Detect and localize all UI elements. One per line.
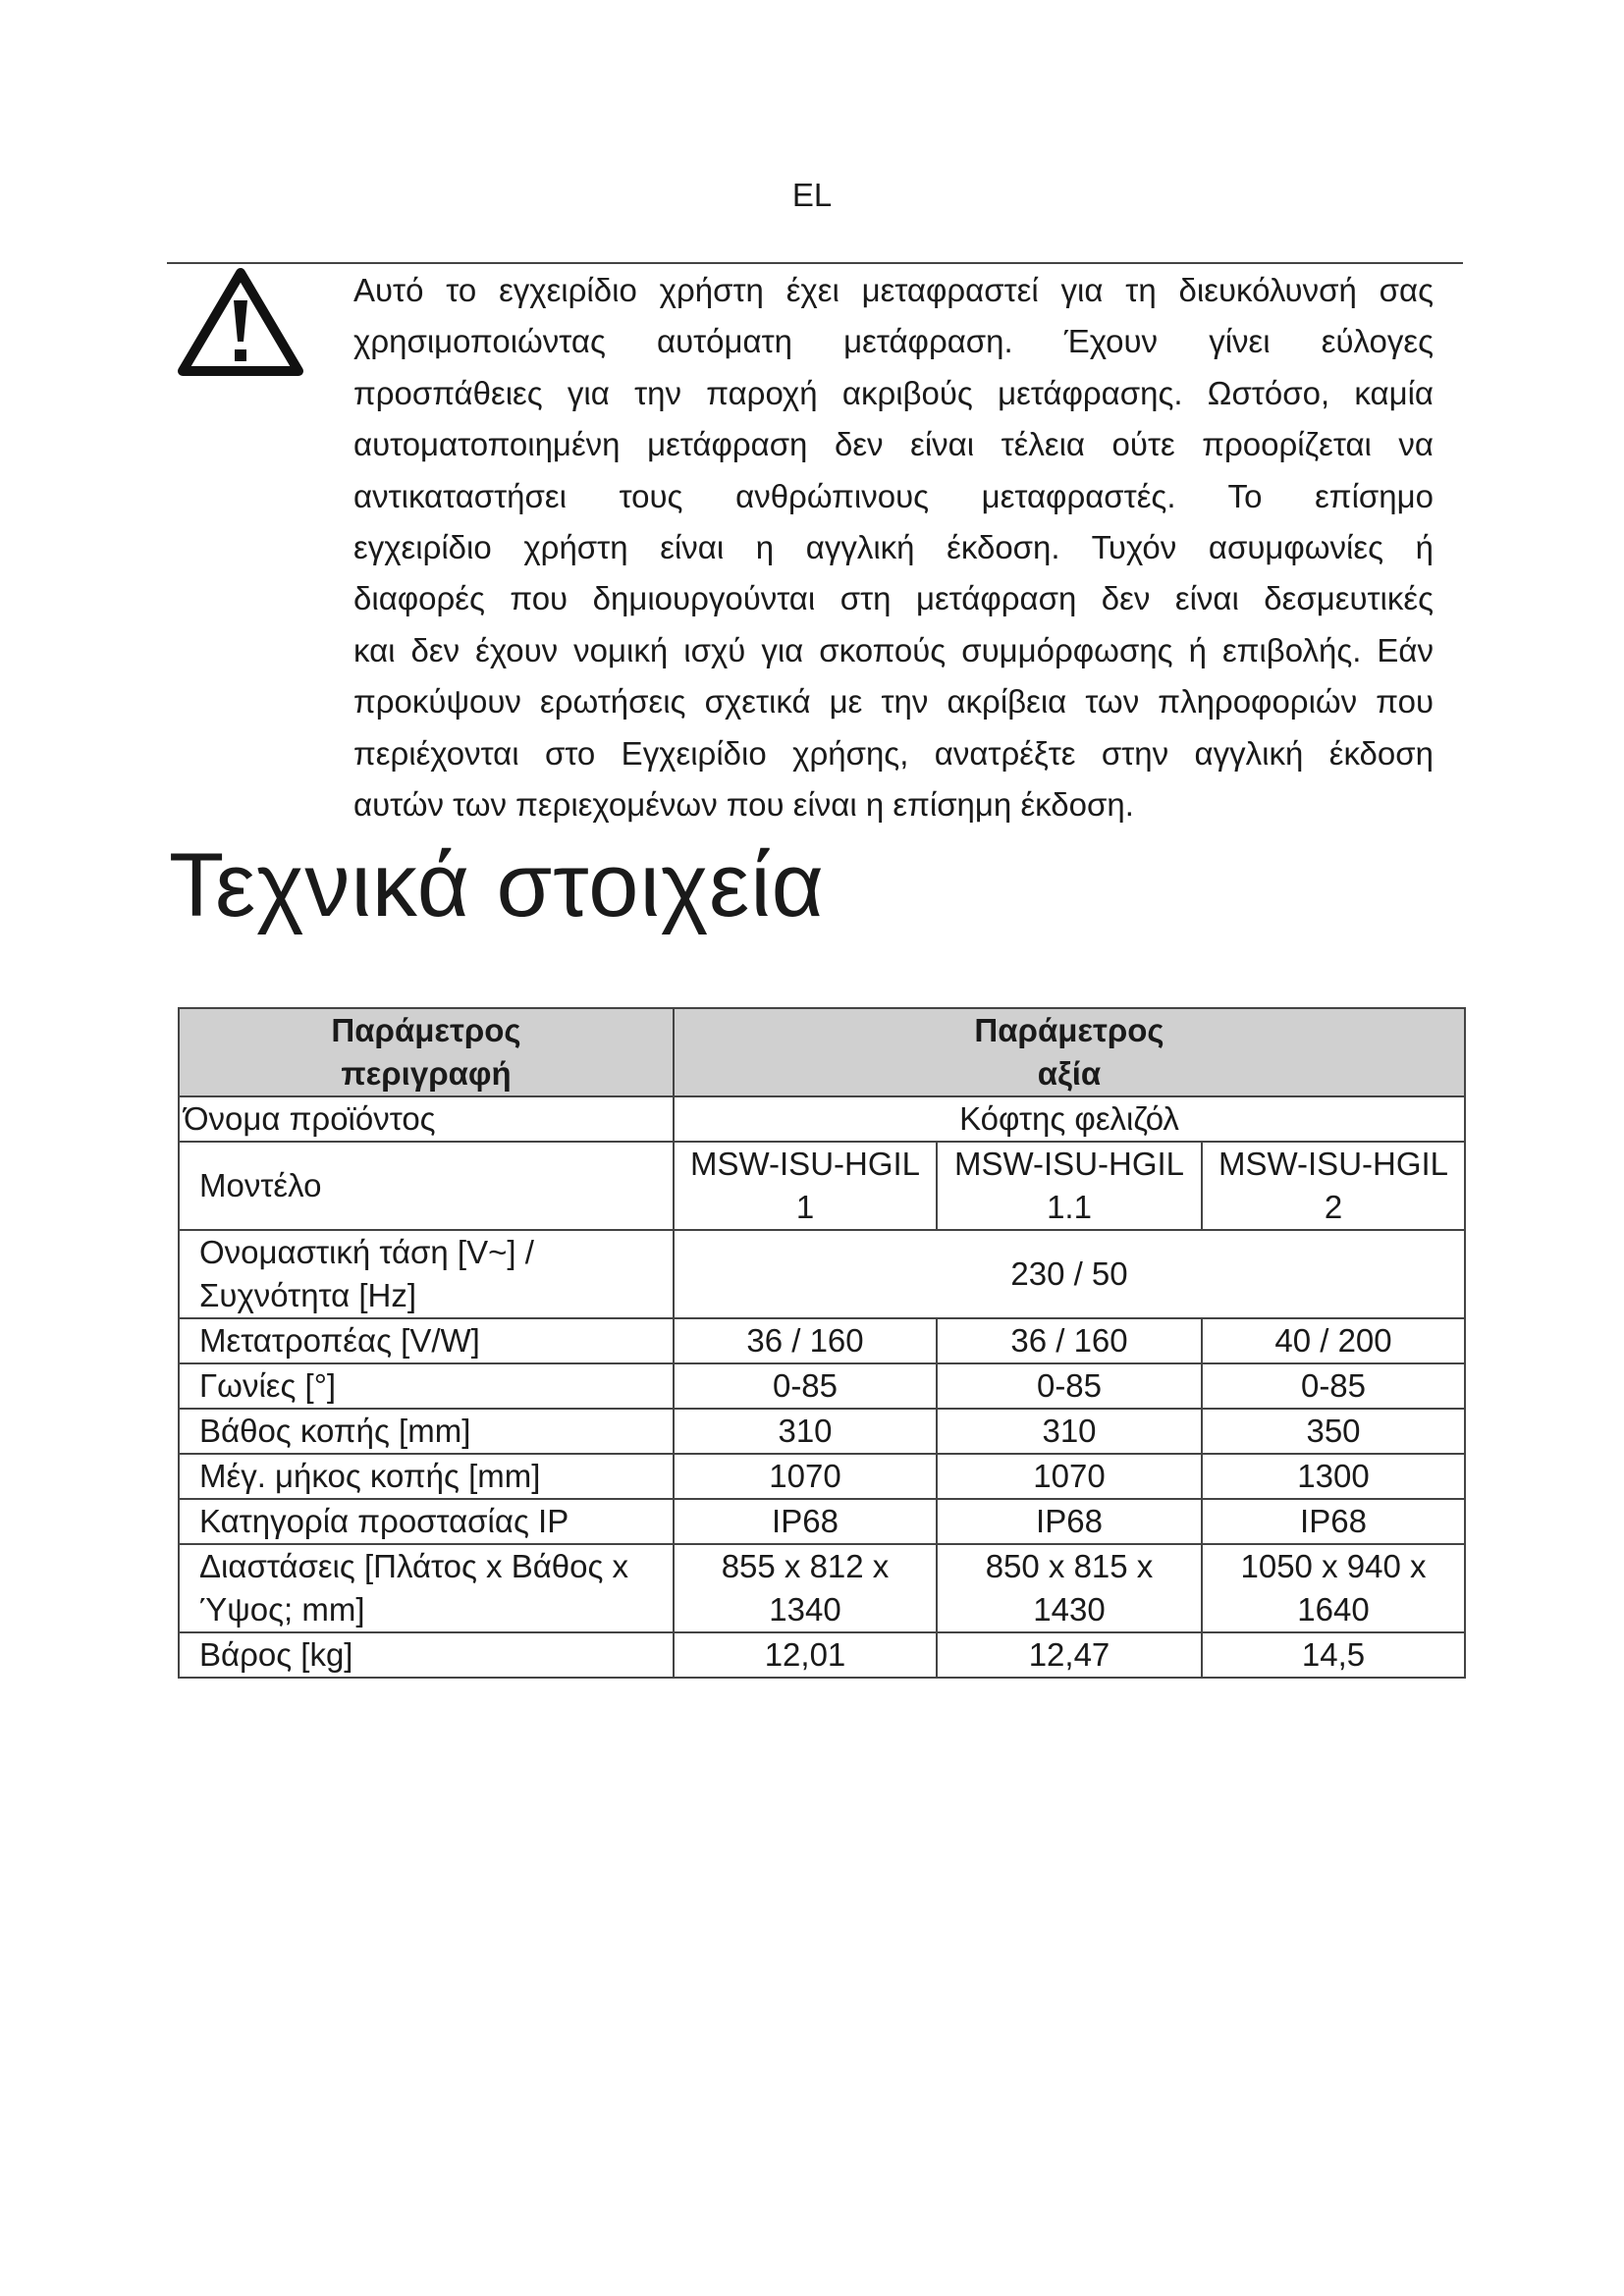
row-value	[937, 1142, 1202, 1230]
row-value: 1300	[1202, 1454, 1465, 1499]
row-value: 0-85	[1202, 1363, 1465, 1409]
row-value: 0-85	[674, 1363, 937, 1409]
row-label	[179, 1544, 674, 1632]
row-label: Κατηγορία προστασίας IP	[179, 1499, 674, 1544]
value-line: 1050 x 940 x	[1240, 1548, 1427, 1584]
label-line: Διαστάσεις [Πλάτος x Βάθος x	[199, 1548, 629, 1584]
table-row	[179, 1142, 1465, 1230]
header-text: Παράμετρος	[331, 1012, 521, 1048]
translation-disclaimer	[353, 265, 1434, 830]
label-line: Ονομαστική τάση [V~] /	[199, 1234, 534, 1270]
row-value: 1070	[674, 1454, 937, 1499]
table-row	[179, 1499, 1465, 1544]
header-parameter-value	[674, 1008, 1465, 1096]
row-label: Μέγ. μήκος κοπής [mm]	[179, 1454, 674, 1499]
disclaimer-line: και δεν έχουν νομική ισχύ για σκοπούς συμμόρφωσης ή επιβολής. Εάν	[353, 631, 1434, 668]
value-line: MSW-ISU-HGIL	[1218, 1146, 1449, 1182]
value-line: MSW-ISU-HGIL	[689, 1146, 921, 1182]
value-line: 1640	[1297, 1591, 1370, 1628]
table-row	[179, 1318, 1465, 1363]
value-line: 1430	[1033, 1591, 1106, 1628]
row-value: IP68	[1202, 1499, 1465, 1544]
table-row	[179, 1632, 1465, 1678]
row-value: 14,5	[1202, 1632, 1465, 1678]
disclaimer-line: Αυτό το εγχειρίδιο χρήστη έχει μεταφραστεί για τη διευκόλυνσή σας	[353, 272, 1434, 308]
row-value	[674, 1544, 937, 1632]
section-title: Τεχνικά στοιχεία	[169, 835, 825, 935]
row-label	[179, 1230, 674, 1318]
row-label: Βάρος [kg]	[179, 1632, 674, 1678]
value-line: 1340	[769, 1591, 841, 1628]
row-value: 230 / 50	[674, 1230, 1465, 1318]
row-value	[937, 1544, 1202, 1632]
header-text: αξία	[1037, 1055, 1102, 1092]
row-label: Μοντέλο	[179, 1142, 674, 1230]
row-value: 350	[1202, 1409, 1465, 1454]
disclaimer-line: διαφορές που δημιουργούνται στη μετάφραση δεν είναι δεσμευτικές	[353, 580, 1434, 617]
row-value: 1070	[937, 1454, 1202, 1499]
disclaimer-line: αντικαταστήσει τους ανθρώπινους μεταφραστές. Το επίσημο	[353, 477, 1434, 514]
row-value: 12,47	[937, 1632, 1202, 1678]
disclaimer-line: αυτοματοποιημένη μετάφραση δεν είναι τέλεια ούτε προορίζεται να	[353, 426, 1434, 463]
table-row	[179, 1409, 1465, 1454]
row-value	[1202, 1544, 1465, 1632]
row-label: Γωνίες [°]	[179, 1363, 674, 1409]
row-value: IP68	[937, 1499, 1202, 1544]
value-line: 855 x 812 x	[721, 1548, 890, 1584]
row-value: 310	[937, 1409, 1202, 1454]
table-row	[179, 1230, 1465, 1318]
row-value: 36 / 160	[674, 1318, 937, 1363]
row-label: Όνομα προϊόντος	[179, 1096, 674, 1142]
technical-data-table	[178, 1007, 1466, 1679]
disclaimer-line: προσπάθειες για την παροχή ακριβούς μετάφρασης. Ωστόσο, καμία	[353, 374, 1434, 411]
value-line: MSW-ISU-HGIL	[953, 1146, 1185, 1182]
header-text: Παράμετρος	[974, 1012, 1164, 1048]
value-line: 850 x 815 x	[985, 1548, 1154, 1584]
table-row	[179, 1096, 1465, 1142]
row-value: IP68	[674, 1499, 937, 1544]
label-line: Ύψος; mm]	[199, 1591, 365, 1628]
table-row	[179, 1363, 1465, 1409]
header-parameter-description	[179, 1008, 674, 1096]
header-text: περιγραφή	[341, 1055, 512, 1092]
disclaimer-line: χρησιμοποιώντας αυτόματη μετάφραση. Έχουν γίνει εύλογες	[353, 323, 1434, 360]
disclaimer-line: αυτών των περιεχομένων που είναι η επίσημη έκδοση.	[353, 786, 1134, 824]
table-row	[179, 1544, 1465, 1632]
value-line: 1.1	[1047, 1189, 1092, 1225]
row-value: 36 / 160	[937, 1318, 1202, 1363]
value-line: 2	[1324, 1189, 1343, 1225]
disclaimer-line: περιέχονται στο Εγχειρίδιο χρήσης, ανατρέξτε στην αγγλική έκδοση	[353, 734, 1434, 772]
row-value: 12,01	[674, 1632, 937, 1678]
row-value	[1202, 1142, 1465, 1230]
header-divider	[167, 262, 1463, 264]
value-line: 1	[795, 1189, 815, 1225]
row-value: Κόφτης φελιζόλ	[674, 1096, 1465, 1142]
warning-triangle-icon	[177, 267, 304, 377]
row-value	[674, 1142, 937, 1230]
language-code: EL	[791, 177, 833, 213]
label-line: Συχνότητα [Hz]	[199, 1277, 417, 1313]
row-label: Μετατροπέας [V/W]	[179, 1318, 674, 1363]
row-value: 40 / 200	[1202, 1318, 1465, 1363]
row-value: 0-85	[937, 1363, 1202, 1409]
row-value: 310	[674, 1409, 937, 1454]
disclaimer-line: προκύψουν ερωτήσεις σχετικά με την ακρίβεια των πληροφοριών που	[353, 683, 1434, 721]
disclaimer-line: εγχειρίδιο χρήστη είναι η αγγλική έκδοση. Τυχόν ασυμφωνίες ή	[353, 529, 1434, 566]
table-header-row	[179, 1008, 1465, 1096]
table-row	[179, 1454, 1465, 1499]
row-label: Βάθος κοπής [mm]	[179, 1409, 674, 1454]
